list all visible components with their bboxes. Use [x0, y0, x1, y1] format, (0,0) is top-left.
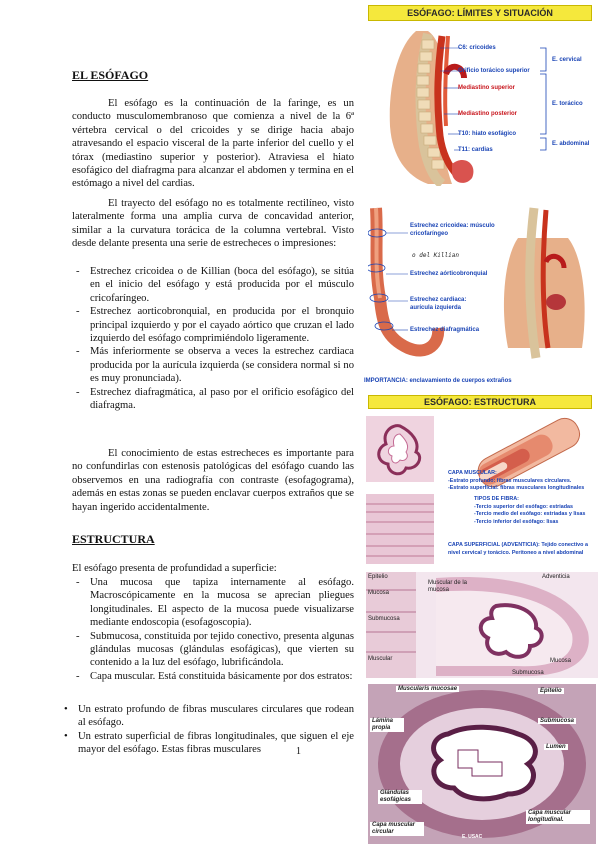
strata-list: [60, 703, 354, 757]
list-item: - Estrechez diafragmática, al paso por el orificio esofágico del diafragma.: [72, 386, 354, 413]
h1-mucosa-2: Mucosa: [550, 658, 572, 664]
esophagus-structure-figure: [362, 412, 600, 572]
h2-credit: E. USAC: [462, 834, 483, 840]
figure-banner-estructura: ESÓFAGO: ESTRUCTURA: [368, 395, 592, 409]
paragraph-trayecto: El trayecto del esófago no es totalmente rectilíneo, visto lateralmente forma una amplia curva de concavidad anterior, similar a la curvatura torácica de la columna vertebral. Visto desde delante presenta una serie de estrecheces o impresiones:: [72, 198, 354, 250]
label-t11: T11: cardias: [458, 147, 493, 153]
esophagus-limits-figure: [368, 26, 592, 186]
capa-muscular-note: CAPA MUSCULAR: -Estrato profundo: fibras musculares circulares. -Estrato superficial: fibras musculares longitudinales: [448, 470, 585, 492]
h1-muscular: Muscular: [368, 656, 393, 662]
region-toracico: E. torácico: [552, 101, 583, 107]
h1-submucosa-2: Submucosa: [512, 670, 544, 676]
histology-figure-2: [368, 684, 596, 844]
h2-muscularis-mucosae: Muscularis mucosae: [398, 686, 458, 692]
figure-banner-limites: ESÓFAGO: LÍMITES Y SITUACIÓN: [368, 5, 592, 21]
h2-capa-circular: Capa muscular circular: [370, 822, 424, 836]
region-abdominal: E. abdominal: [552, 141, 590, 147]
list-item: - Más inferiormente se observa a veces la estrechez cardiaca producida por la aurícula izquierda (se considera normal si no es muy pronunciada).: [72, 345, 354, 385]
tipos-fibra-note: TIPOS DE FIBRA: -Tercio superior del esófago: estriadas -Tercio medio del esófago: estriadas y lisas -Tercio inferior del esófago: lisas: [474, 496, 586, 525]
list-item: - Submucosa, constituida por tejido conectivo, presenta algunas glándulas mucosas (glándulas esofágicas), que vierten su contenido a la luz del esófago, lubrificándola.: [72, 630, 354, 670]
list-item: • Un estrato profundo de fibras musculares circulares que rodean al esófago.: [60, 703, 354, 730]
layers-list: [72, 576, 354, 683]
list-item: - Capa muscular. Está constituida básicamente por dos estratos:: [72, 670, 354, 683]
label-c6: C6: cricoides: [458, 45, 496, 51]
label-estrechez-aortobronquial: Estrechez aórticobronquial: [410, 271, 488, 277]
esophagus-stenoses-figure: [368, 198, 592, 370]
h1-mucosa: Mucosa: [368, 590, 390, 596]
label-orificio: Orificio torácico superior: [458, 68, 530, 74]
h1-submucosa: Submucosa: [368, 616, 400, 622]
importance-note: IMPORTANCIA: enclavamiento de cuerpos extraños: [364, 378, 512, 384]
paragraph-capas: El esófago presenta de profundidad a superficie:: [72, 563, 277, 574]
stenosis-list: [72, 265, 354, 412]
list-item: - Una mucosa que tapiza internamente al esófago. Macroscópicamente en la mucosa se aprecian pliegues longitudinales. El aspecto de la mucosa puede visualizarse mediante endoscopia (esofagoscopia).: [72, 576, 354, 630]
list-item: • Un estrato superficial de fibras longitudinales, que siguen el eje mayor del esófago. Estas fibras musculares: [60, 730, 354, 757]
label-estrechez-cardiaca: Estrechez cardiaca: aurícula izquierda: [410, 297, 467, 311]
section-title-esofago: EL ESÓFAGO: [72, 68, 149, 82]
h2-capa-longitudinal: Capa muscular longitudinal.: [526, 810, 590, 824]
h2-lumen: Lumen: [546, 744, 566, 750]
h1-muscular-mucosa: Muscular de la mucosa: [428, 580, 468, 593]
figures-column: [362, 0, 600, 848]
paragraph-intro: El esófago es la continuación de la faringe, es un conducto musculomembranoso que comienza a nivel de la 6ª vértebra cervical o del cricoides y se dirige hacia abajo atravesando el espacio visceral de la parte inferior del cuello y el tórax (mediastino superior y posterior). Atraviesa el hiato esofágico del diafragma para alcanzar el abdomen y termina en el estómago a nivel del cardias.: [72, 98, 354, 190]
list-item: - Estrechez cricoidea o de Killian (boca del esófago), se sitúa en el inicio del esófago y está producida por el músculo cricofaríngeo.: [72, 265, 354, 305]
paragraph-importancia: El conocimiento de estas estrecheces es importante para no confundirlas con estenosis patológicas del esófago cuando las observemos en una radiografía con contraste (esofagograma), además en estas zonas se pueden enclavar cuerpos extraños que se hayan ingerido accidentalmente.: [72, 448, 354, 513]
page-number: 1: [296, 746, 301, 757]
handwritten-note: o del Killian: [412, 252, 459, 259]
h2-lamina-propia: Lámina propia: [370, 718, 404, 732]
section-title-estructura: ESTRUCTURA: [72, 532, 155, 546]
capa-superficial-note: CAPA SUPERFICIAL (ADVENTICIA): Tejido conectivo a nivel cervical y torácico. Peritoneo a nivel abdominal: [448, 542, 588, 556]
h2-submucosa: Submucosa: [540, 718, 575, 724]
h2-glandulas: Glándulas esofágicas: [378, 790, 422, 804]
h1-epitelio: Epitelio: [368, 574, 388, 580]
region-cervical: E. cervical: [552, 57, 582, 63]
label-t10: T10: hiato esofágico: [458, 131, 517, 137]
histology-figure-1: [366, 572, 598, 678]
label-mediastino-posterior: Mediastino posterior: [458, 111, 518, 117]
label-estrechez-cricoidea: Estrechez cricoidea: músculo cricofaríngeo: [410, 223, 495, 237]
list-item: - Estrechez aorticobronquial, en producida por el bronquio principal izquierdo y por el cayado aórtico que cruzan el lado izquierdo del esófago comprimiéndolo ligeramente.: [72, 305, 354, 345]
h1-adventicia: Adventicia: [542, 574, 570, 580]
label-mediastino-superior: Mediastino superior: [458, 85, 516, 91]
h2-epitelio: Epitelio: [540, 688, 562, 694]
label-estrechez-diafragmatica: Estrechez diafragmática: [410, 327, 480, 333]
